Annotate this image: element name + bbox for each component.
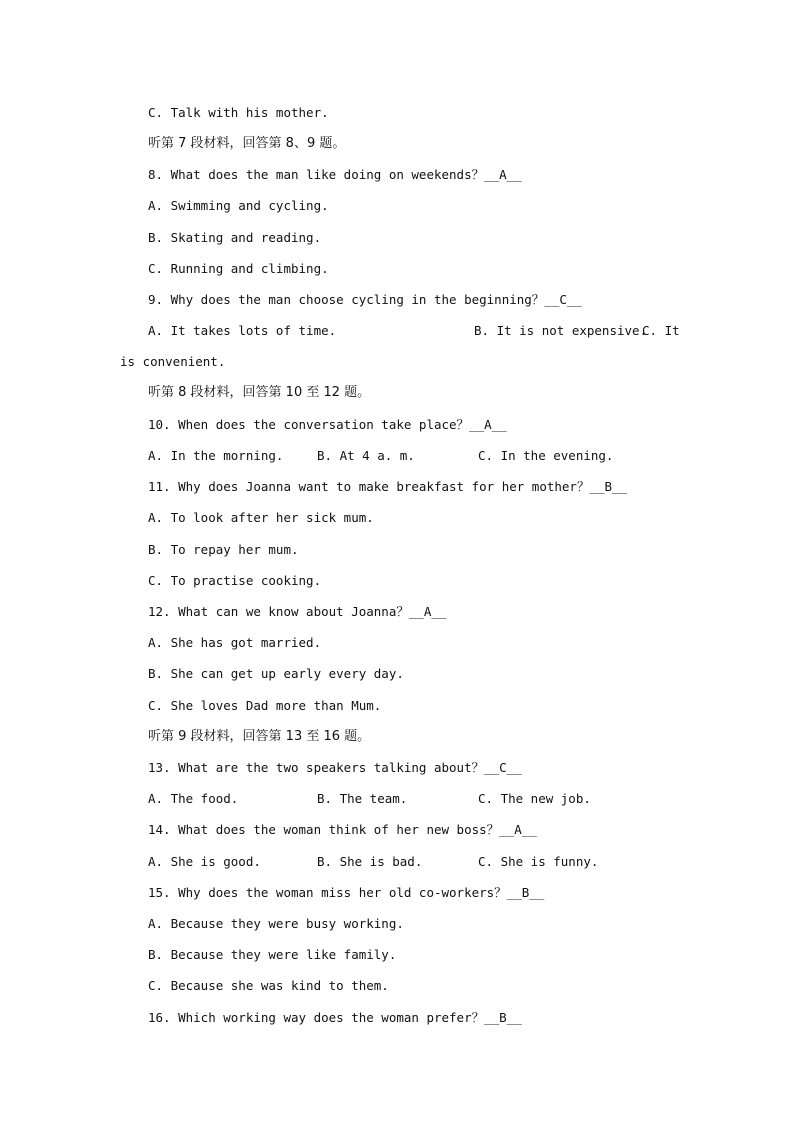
q9-option-c-continued: is convenient. — [120, 354, 226, 369]
q12-option-b: B. She can get up early every day. — [148, 666, 404, 681]
q12-stem — [148, 604, 447, 620]
q7-option-c: C. Talk with his mother. — [148, 105, 329, 120]
q14-question: 14. What does the woman think of her new boss？ — [148, 822, 500, 837]
q15-option-a: A. Because they were busy working. — [148, 916, 404, 931]
q10-stem — [148, 417, 507, 433]
section-8-instruction: 听第 8 段材料，回答第 10 至 12 题。 — [148, 385, 371, 400]
q8-stem — [148, 167, 522, 183]
q9-option-c: C. It — [642, 323, 680, 338]
q11-question: 11. Why does Joanna want to make breakfast for her mother？ — [148, 479, 590, 494]
q15-question: 15. Why does the woman miss her old co-workers？ — [148, 885, 507, 900]
q13-option-a: A. The food. — [148, 791, 239, 806]
q13-option-b: B. The team. — [317, 791, 408, 806]
q11-answer: __B__ — [589, 479, 628, 494]
q9-option-b: B. It is not expensive. — [474, 323, 648, 338]
q11-stem — [148, 479, 627, 495]
q9-question: 9. Why does the man choose cycling in the beginning？ — [148, 292, 545, 307]
q9-stem — [148, 292, 582, 308]
q15-answer: __B__ — [506, 885, 545, 900]
q10-option-a: A. In the morning. — [148, 448, 284, 463]
q16-question: 16. Which working way does the woman prefer？ — [148, 1010, 485, 1025]
q10-option-c: C. In the evening. — [478, 448, 614, 463]
q15-option-b: B. Because they were like family. — [148, 947, 397, 962]
q16-stem — [148, 1010, 522, 1026]
q8-option-a: A. Swimming and cycling. — [148, 198, 329, 213]
q9-option-a: A. It takes lots of time. — [148, 323, 337, 338]
q12-option-c: C. She loves Dad more than Mum. — [148, 698, 382, 713]
q12-option-a: A. She has got married. — [148, 635, 322, 650]
q14-option-c: C. She is funny. — [478, 854, 599, 869]
section-9-instruction: 听第 9 段材料，回答第 13 至 16 题。 — [148, 729, 371, 744]
section-7-instruction: 听第 7 段材料，回答第 8、9 题。 — [148, 136, 346, 151]
q8-option-b: B. Skating and reading. — [148, 230, 322, 245]
q9-answer: __C__ — [544, 292, 582, 307]
q13-option-c: C. The new job. — [478, 791, 591, 806]
q15-stem — [148, 885, 544, 901]
q14-option-b: B. She is bad. — [317, 854, 423, 869]
q15-option-c: C. Because she was kind to them. — [148, 978, 389, 993]
q8-question: 8. What does the man like doing on weekends？ — [148, 167, 485, 182]
q13-question: 13. What are the two speakers talking about？ — [148, 760, 485, 775]
q12-question: 12. What can we know about Joanna？ — [148, 604, 409, 619]
q8-answer: __A__ — [484, 167, 522, 182]
q13-answer: __C__ — [484, 760, 522, 775]
q11-option-c: C. To practise cooking. — [148, 573, 322, 588]
q12-answer: __A__ — [408, 604, 447, 619]
q14-answer: __A__ — [499, 822, 537, 837]
q11-option-b: B. To repay her mum. — [148, 542, 299, 557]
q16-answer: __B__ — [484, 1010, 522, 1025]
q14-stem — [148, 822, 537, 838]
q11-option-a: A. To look after her sick mum. — [148, 510, 374, 525]
q10-option-b: B. At 4 a. m. — [317, 448, 415, 463]
q14-option-a: A. She is good. — [148, 854, 261, 869]
q8-option-c: C. Running and climbing. — [148, 261, 329, 276]
q10-question: 10. When does the conversation take place？ — [148, 417, 470, 432]
q10-answer: __A__ — [469, 417, 507, 432]
q13-stem — [148, 760, 522, 776]
